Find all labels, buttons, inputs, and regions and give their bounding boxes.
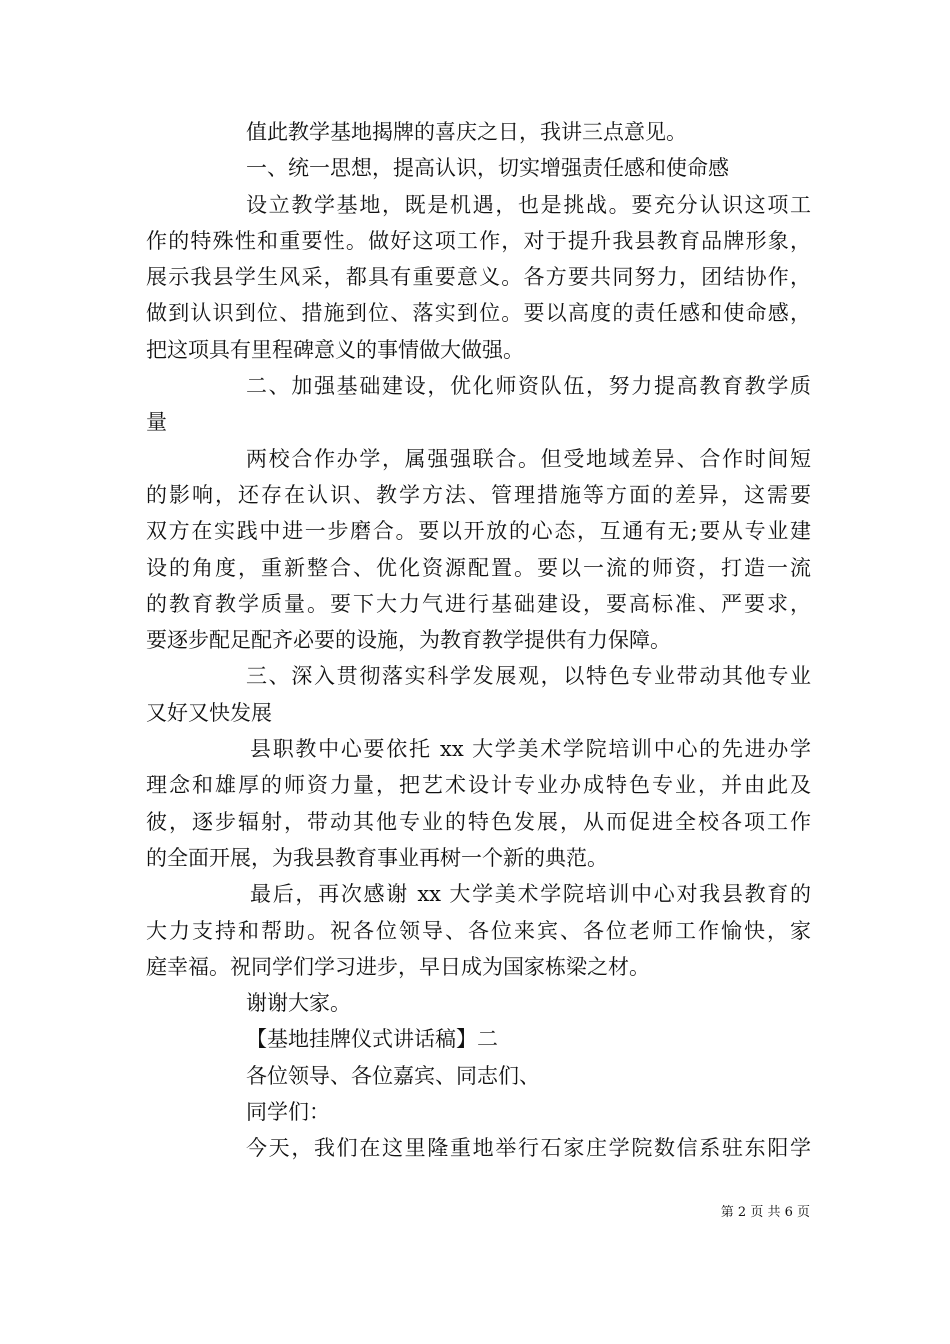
text-line: 要逐步配足配齐必要的设施，为教育教学提供有力保障。 [146, 628, 671, 653]
text-line: 把这项具有里程碑意义的事情做大做强。 [146, 337, 524, 362]
text-line: 的影响，还存在认识、教学方法、管理措施等方面的差异，这需要 [146, 482, 811, 507]
section-heading: 二、加强基础建设，优化师资队伍，努力提高教育教学质 [246, 374, 811, 399]
text-line: 设的角度，重新整合、优化资源配置。要以一流的师资，打造一流 [146, 555, 811, 580]
text-line: 设立教学基地，既是机遇，也是挑战。要充分认识这项工 [246, 192, 811, 217]
section-heading: 又好又快发展 [146, 700, 272, 725]
text-line: 两校合作办学，属强强联合。但受地域差异、合作时间短 [246, 446, 811, 471]
page-number: 第 2 页 共 6 页 [720, 1205, 810, 1220]
text-line: 今天，我们在这里隆重地举行石家庄学院数信系驻东阳学 [246, 1136, 811, 1161]
text-line: 彼，逐步辐射，带动其他专业的特色发展，从而促进全校各项工作 [146, 809, 811, 834]
text-line: 的全面开展，为我县教育事业再树一个新的典范。 [146, 845, 608, 870]
greeting-line: 各位领导、各位嘉宾、同志们、 [246, 1063, 540, 1088]
greeting-line: 同学们： [246, 1100, 330, 1125]
text-line: 的教育教学质量。要下大力气进行基础建设，要高标准、严要求， [146, 591, 811, 616]
section-heading: 量 [146, 410, 167, 435]
text-line: 最后，再次感谢 xx 大学美术学院培训中心对我县教育的 [250, 882, 811, 907]
text-line: 做到认识到位、措施到位、落实到位。要以高度的责任感和使命感， [146, 301, 811, 326]
section-heading: 三、深入贯彻落实科学发展观，以特色专业带动其他专业 [246, 664, 811, 689]
text-line: 庭幸福。祝同学们学习进步，早日成为国家栋梁之材。 [146, 954, 650, 979]
text-line: 作的特殊性和重要性。做好这项工作，对于提升我县教育品牌形象， [146, 228, 811, 253]
text-line: 双方在实践中进一步磨合。要以开放的心态，互通有无;要从专业建 [146, 519, 811, 544]
text-line: 县职教中心要依托 xx 大学美术学院培训中心的先进办学 [250, 737, 811, 762]
text-line: 展示我县学生风采，都具有重要意义。各方要共同努力，团结协作， [146, 265, 811, 290]
text-line: 理念和雄厚的师资力量，把艺术设计专业办成特色专业，并由此及 [146, 773, 811, 798]
text-line: 值此教学基地揭牌的喜庆之日，我讲三点意见。 [246, 120, 687, 144]
section-title: 【基地挂牌仪式讲话稿】二 [246, 1027, 498, 1052]
text-line: 谢谢大家。 [246, 991, 351, 1016]
document-body [146, 114, 811, 1167]
section-heading: 一、统一思想，提高认识，切实增强责任感和使命感 [246, 156, 729, 181]
text-line: 大力支持和帮助。祝各位领导、各位来宾、各位老师工作愉快，家 [146, 918, 811, 943]
